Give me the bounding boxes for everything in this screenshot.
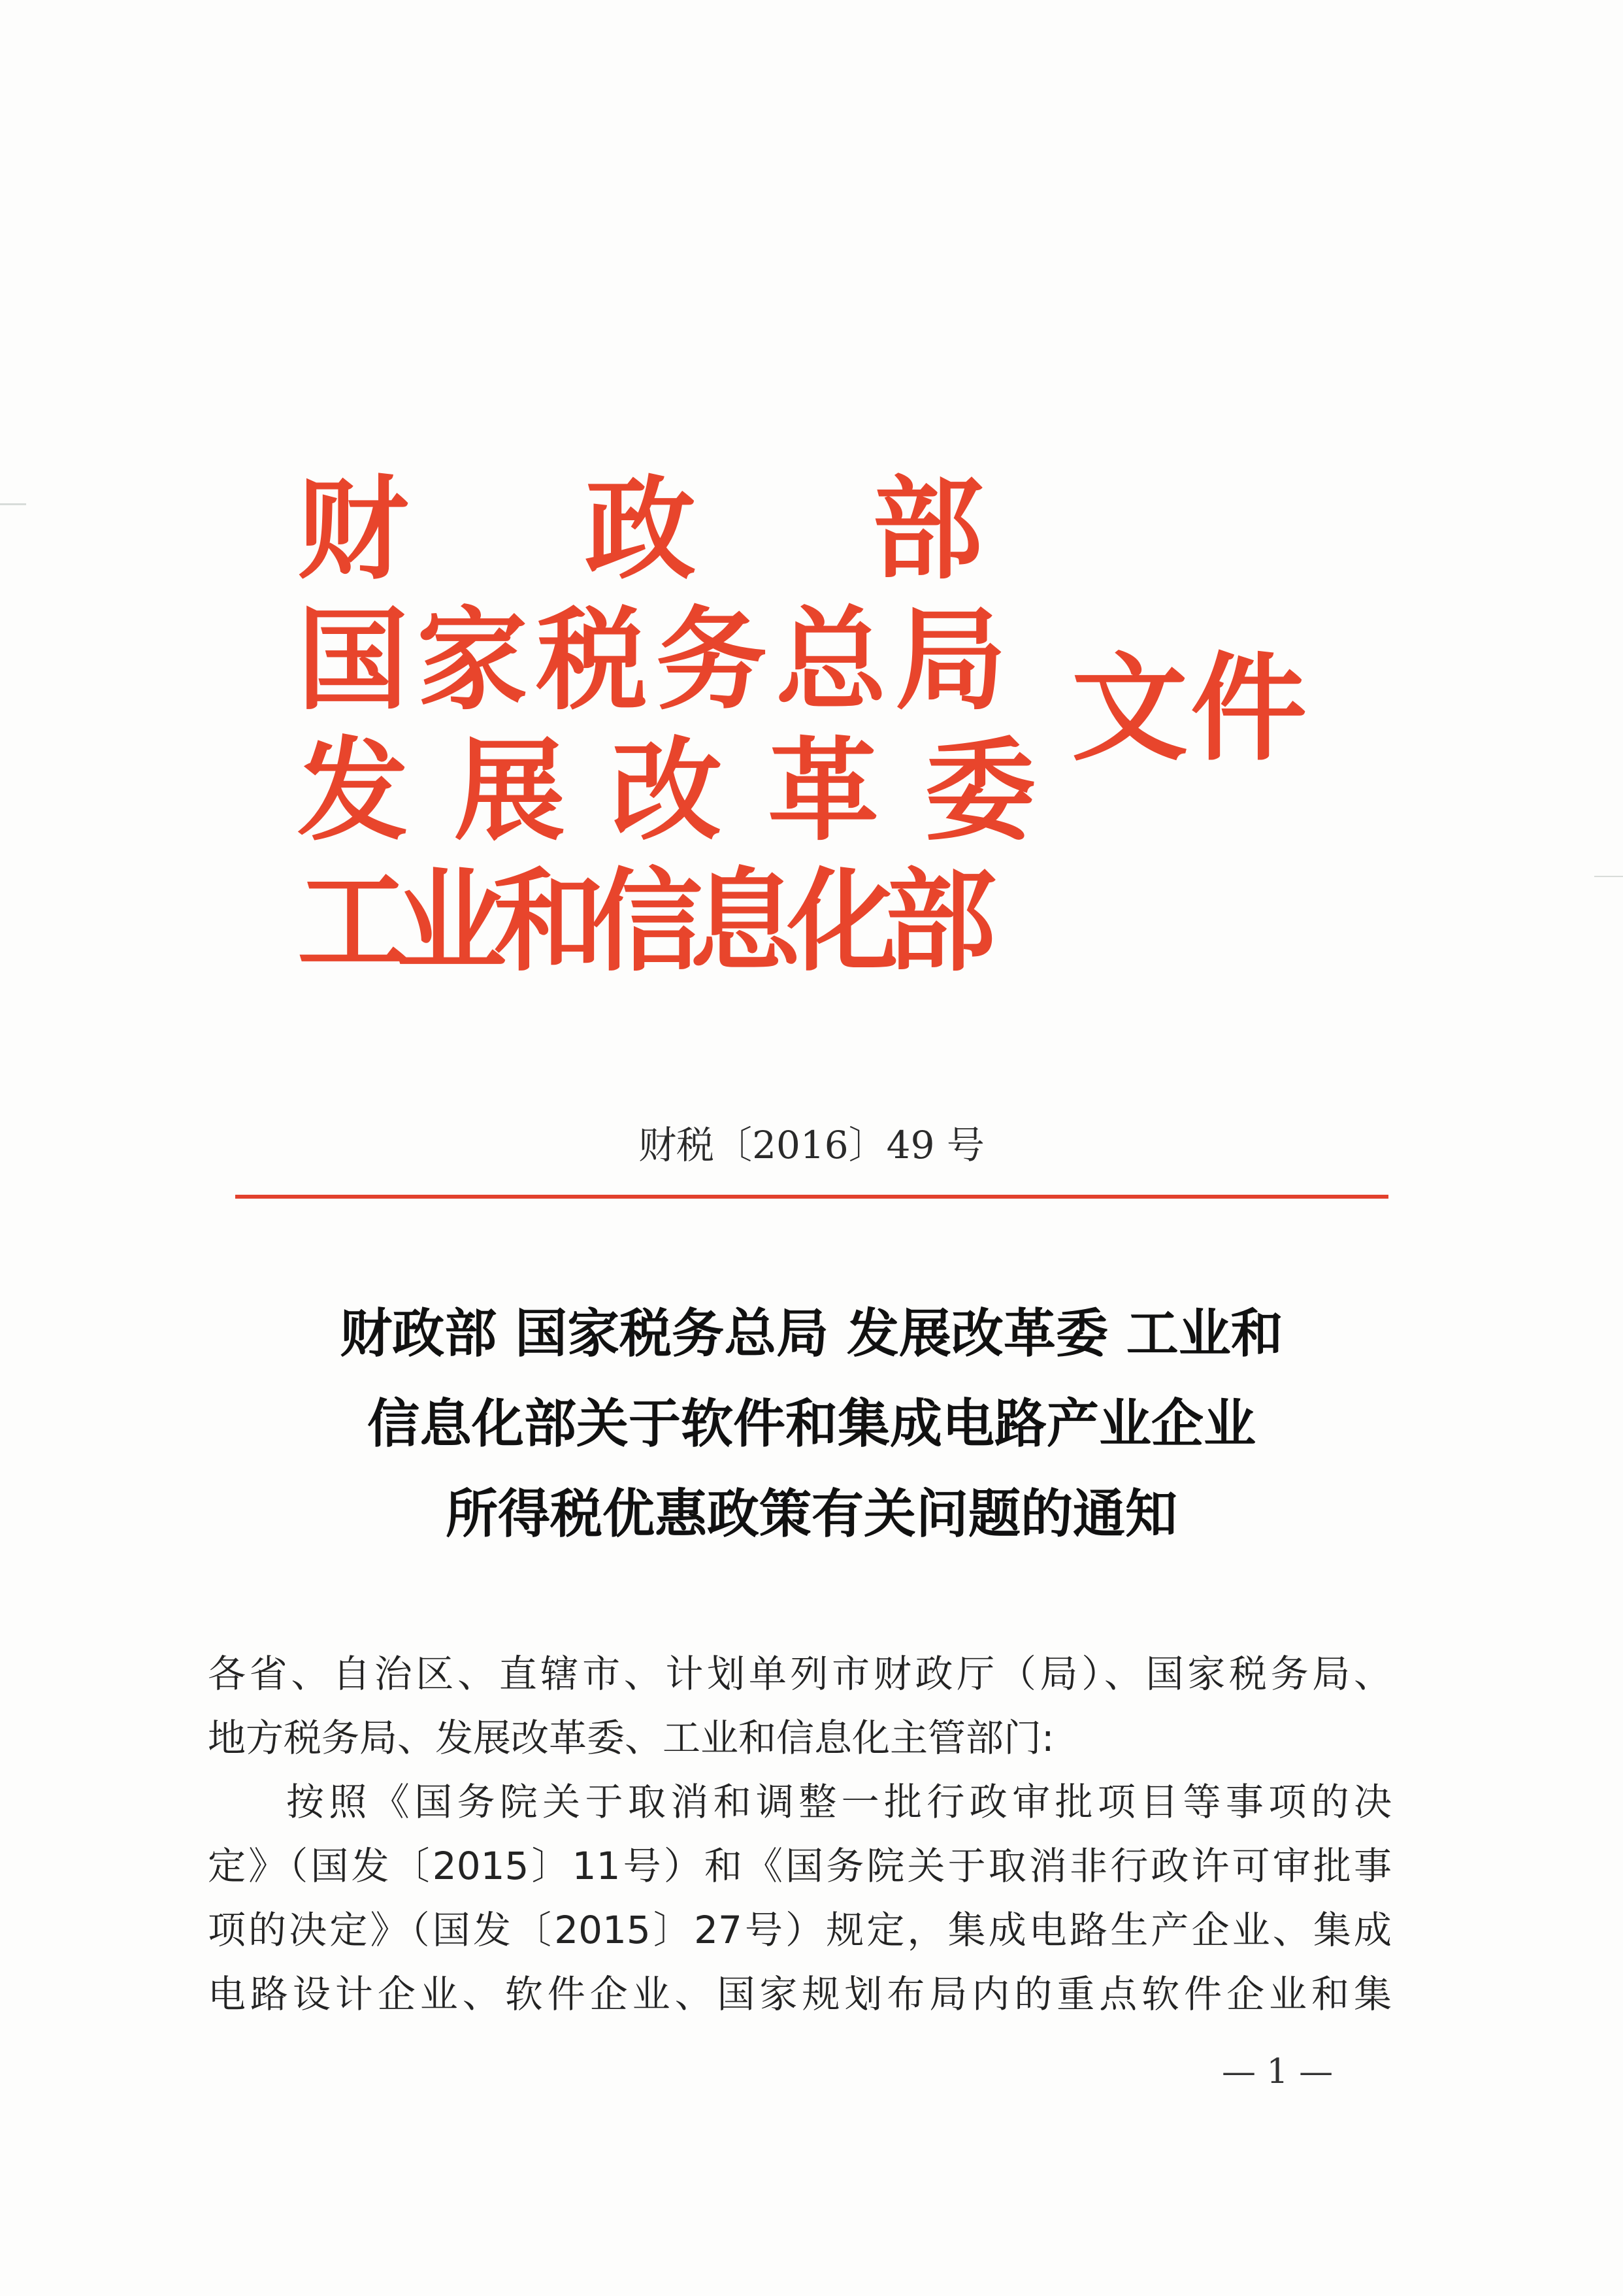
paragraph-line: 按照《国务院关于取消和调整一批行政审批项目等事项的决 — [286, 1780, 1392, 1824]
issuer-miit — [297, 856, 984, 987]
page-number: — 1 — — [1222, 2052, 1334, 2091]
issuer-ndrc — [297, 725, 1082, 856]
issuer-char: 政 — [584, 464, 696, 595]
issuer-state-taxation — [297, 595, 1015, 725]
document-title-line: 所得税优惠政策有关问题的通知 — [446, 1483, 1177, 1544]
red-separator-rule — [235, 1195, 1388, 1199]
paragraph-line: 项的决定》（国发〔2015〕27号）规定，集成电路生产企业、集成 — [208, 1908, 1392, 1952]
issuer-ministry-of-finance — [297, 464, 983, 595]
issuer-char: 部 — [872, 464, 983, 595]
paragraph-line: 电路设计企业、软件企业、国家规划布局内的重点软件企业和集 — [208, 1972, 1392, 2016]
issuer-char: 财 — [297, 464, 409, 595]
paragraph-line: 定》（国发〔2015〕11号）和《国务院关于取消非行政许可审批事 — [208, 1844, 1392, 1888]
document-number: 财税〔2016〕49 号 — [638, 1123, 985, 1167]
scan-mark — [0, 503, 26, 505]
document-title-line: 信息化部关于软件和集成电路产业企业 — [367, 1393, 1256, 1454]
salutation-line: 各省、自治区、直辖市、计划单列市财政厅（局）、国家税务局、 — [208, 1652, 1392, 1696]
document-title-line: 财政部 国家税务总局 发展改革委 工业和 — [340, 1303, 1283, 1364]
issuer-text: 工业和信息化部 — [297, 856, 984, 987]
issuer-text: 国家税务总局 — [297, 595, 1015, 725]
letterhead-suffix: 文件 — [1072, 640, 1309, 776]
scan-mark — [1594, 876, 1623, 877]
issuer-text: 发展改革委 — [297, 725, 1082, 856]
salutation-line: 地方税务局、发展改革委、工业和信息化主管部门: — [208, 1716, 1055, 1760]
